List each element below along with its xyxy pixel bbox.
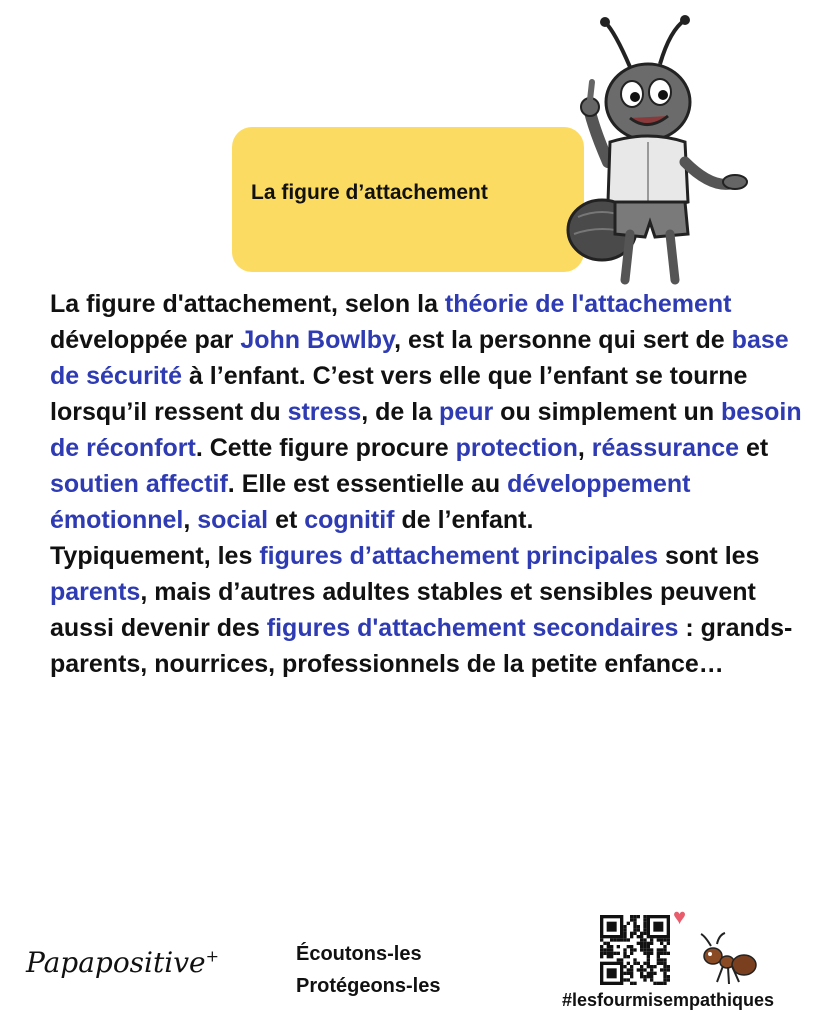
text-segment: , (183, 506, 198, 534)
paragraph-examples (50, 538, 810, 682)
highlight-term: parents (50, 578, 141, 606)
body-text (50, 286, 810, 682)
slogan-line-2: Protégeons-les (296, 975, 441, 997)
paragraph-definition (50, 286, 810, 538)
text-segment: ou simplement un (493, 398, 722, 426)
highlight-term: besoin de réconfort (50, 398, 802, 462)
highlight-term: réassurance (591, 434, 740, 462)
text-segment: et (268, 506, 305, 534)
text-segment: . Cette figure procure (195, 434, 456, 462)
text-segment: . Elle est essentielle au (227, 470, 508, 498)
text-segment: sont les (658, 542, 760, 570)
highlight-term: protection (455, 434, 578, 462)
highlight-term: développement émotionnel (50, 470, 691, 534)
ant-mascot-icon (560, 12, 750, 287)
highlight-term: théorie de l'attachement (444, 290, 732, 318)
hashtag: #lesfourmisempathiques (562, 990, 775, 1010)
qr-code-icon (600, 915, 670, 985)
text-segment: développée par (50, 326, 241, 354)
text-segment: à l’enfant. C’est vers elle que l’enfant se tourne lorsqu’il ressent du (50, 362, 748, 426)
highlight-term: cognitif (304, 506, 395, 534)
slogan-line-1: Écoutons-les (296, 943, 422, 965)
text-segment: et (739, 434, 769, 462)
highlight-term: figures d'attachement secondaires (266, 614, 679, 642)
highlight-term: John Bowlby (240, 326, 395, 354)
text-segment: , de la (361, 398, 440, 426)
highlight-term: stress (287, 398, 362, 426)
highlight-term: base de sécurité (50, 326, 789, 390)
text-segment: : grands-parents, nourrices, professionnels de la petite enfance… (50, 614, 793, 678)
slogan (296, 938, 440, 1002)
text-segment: de l’enfant. (394, 506, 534, 534)
text-segment: , mais d’autres adultes stables et sensibles peuvent aussi devenir des (50, 578, 756, 642)
text-segment: Typiquement, les (50, 542, 260, 570)
text-segment: , (577, 434, 592, 462)
highlight-term: peur (439, 398, 494, 426)
text-segment: , est la personne qui sert de (394, 326, 732, 354)
highlight-term: social (197, 506, 269, 534)
small-ant-icon (693, 932, 758, 987)
highlight-term: figures d’attachement principales (259, 542, 659, 570)
text-segment: La figure d'attachement, selon la (50, 290, 445, 318)
brand-logo (26, 946, 219, 979)
highlight-term: soutien affectif (50, 470, 228, 498)
brand-name: Papapositive (26, 946, 206, 979)
brand-mark: + (205, 946, 219, 966)
heart-icon: ♥ (673, 904, 687, 929)
page-title: La figure d’attachement (251, 181, 488, 204)
